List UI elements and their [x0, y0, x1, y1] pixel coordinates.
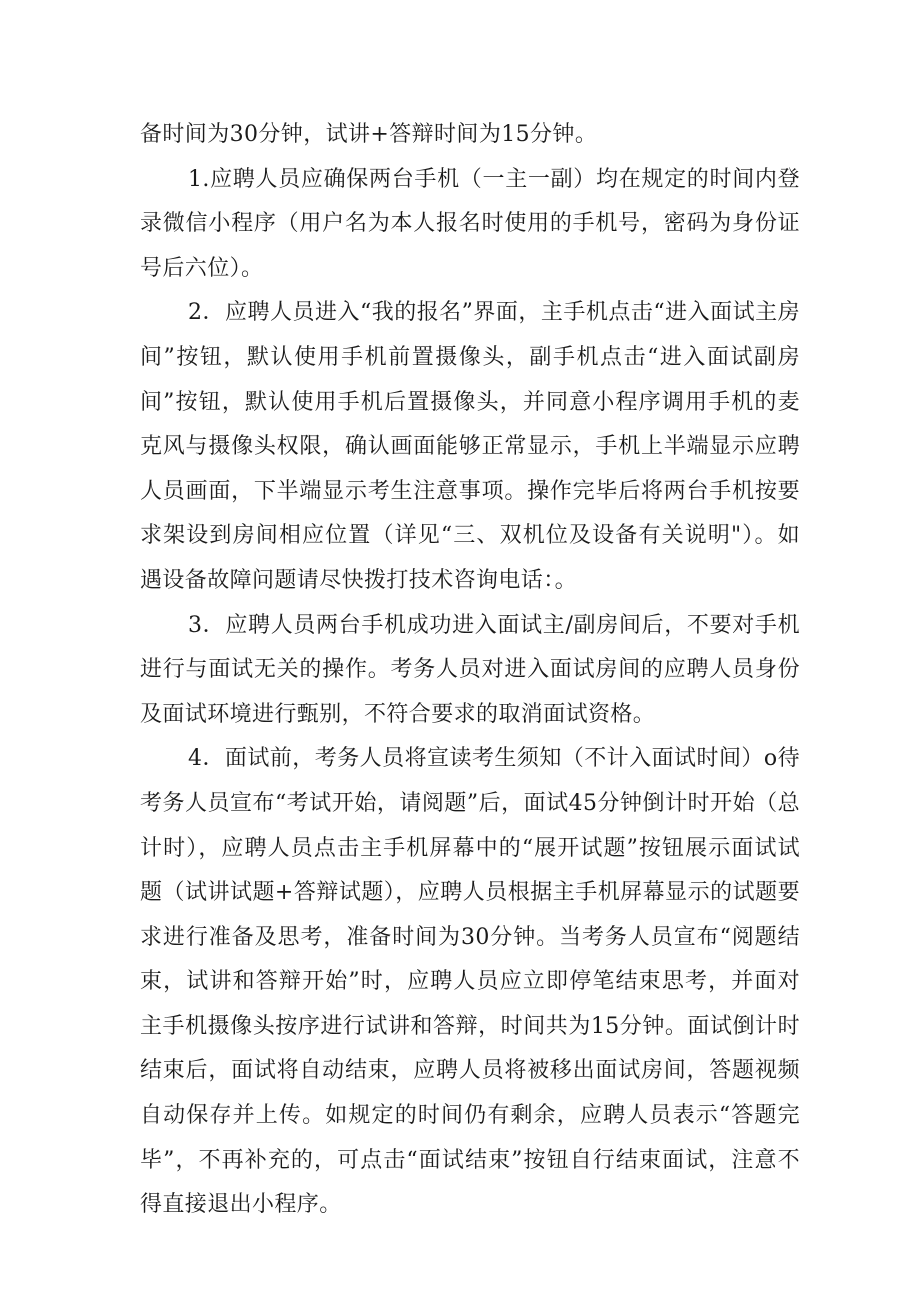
document-body — [140, 113, 800, 1228]
paragraph-item-1: 1.应聘人员应确保两台手机（一主一副）均在规定的时间内登录微信小程序（用户名为本人报名时使用的手机号，密码为身份证号后六位）。 — [140, 166, 800, 281]
paragraph-item-2: 2．应聘人员进入“我的报名”界面，主手机点击“进入面试主房间”按钮，默认使用手机前置摄像头，副手机点击“进入面试副房间”按钮，默认使用手机后置摄像头，并同意小程序调用手机的麦克风与摄像头权限，确认画面能够正常显示，手机上半端显示应聘人员画面，下半端显示考生注意事项。操作完毕后将两台手机按要求架设到房间相应位置（详见“三、双机位及设备有关说明"）。如遇设备故障问题请尽快拨打技术咨询电话：。 — [140, 300, 800, 593]
paragraph-continuation: 备时间为30分钟，试讲+答辩时间为15分钟。 — [140, 122, 598, 147]
paragraph-item-4: 4．面试前，考务人员将宣读考生须知（不计入面试时间）o待考务人员宣布“考试开始，请阅题”后，面试45分钟倒计时开始（总计时），应聘人员点击主手机屏幕中的“展开试题”按钮展示面试试题（试讲试题+答辩试题），应聘人员根据主手机屏幕显示的试题要求进行准备及思考，准备时间为30分钟。当考务人员宣布“阅题结束，试讲和答辩开始”时，应聘人员应立即停笔结束思考，并面对主手机摄像头按序进行试讲和答辩，时间共为15分钟。面试倒计时结束后，面试将自动结束，应聘人员将被移出面试房间，答题视频自动保存并上传。如规定的时间仍有剩余，应聘人员表示“答题完毕”，不再补充的，可点击“面试结束”按钮自行结束面试，注意不得直接退出小程序。 — [140, 746, 800, 1218]
paragraph-item-3: 3．应聘人员两台手机成功进入面试主/副房间后，不要对手机进行与面试无关的操作。考务人员对进入面试房间的应聘人员身份及面试环境进行甄别，不符合要求的取消面试资格。 — [140, 612, 800, 727]
